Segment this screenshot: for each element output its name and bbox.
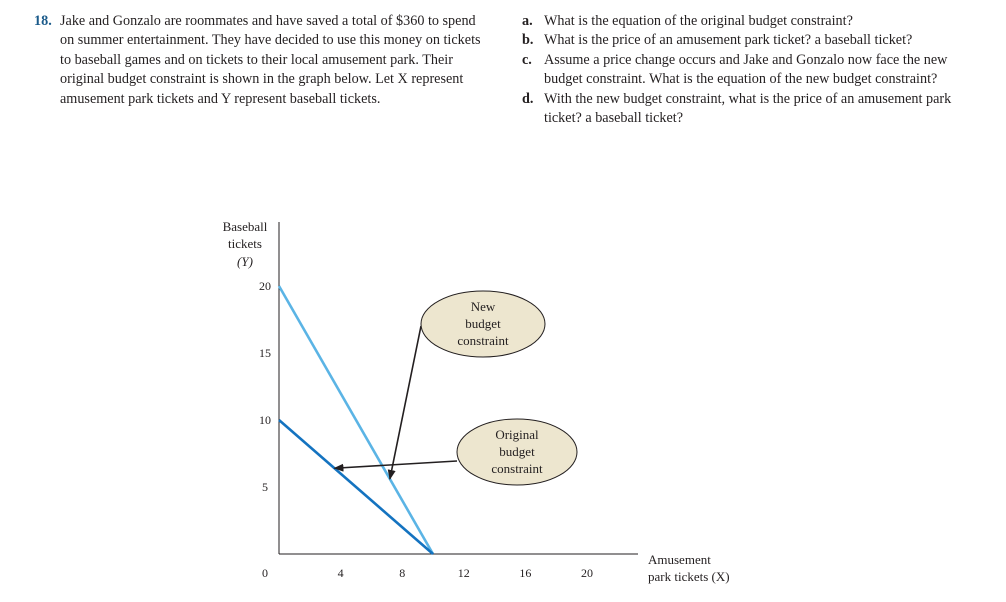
question-text: Jake and Gonzalo are roommates and have saved a total of $360 to spend on summer entertainment. They have decided to use this money on tickets to baseball games and on tickets to their local amusement park. Their original budget constraint is shown in the graph below. Let X represent amusement park tickets and Y represent baseball tickets.	[60, 13, 481, 107]
annotation-label-line: Original	[495, 427, 539, 442]
part-text: What is the equation of the original budget constraint?	[544, 13, 853, 29]
x-tick-label: 16	[519, 566, 532, 580]
part-label: c.	[522, 51, 532, 68]
part-text: Assume a price change occurs and Jake and Gonzalo now face the new budget constraint. What is the equation of the new budget constraint?	[544, 51, 948, 88]
y-tick-label: 15	[259, 346, 271, 360]
annotation-label-line: constraint	[491, 461, 543, 476]
annotation-label-line: budget	[499, 444, 535, 459]
y-tick-label: 10	[259, 413, 271, 427]
part-label: a.	[522, 13, 533, 29]
annotation-arrow	[390, 326, 421, 479]
x-tick-label: 8	[399, 566, 406, 580]
part-label: d.	[522, 90, 534, 107]
x-tick-label: 4	[337, 566, 344, 580]
original-budget-line	[279, 420, 433, 554]
part-text: What is the price of an amusement park ticket? a baseball ticket?	[544, 32, 913, 49]
x-tick-label: 12	[457, 566, 470, 580]
new-budget-line	[279, 286, 433, 554]
origin-tick-label: 0	[262, 566, 268, 580]
annotation-label-line: budget	[465, 316, 501, 331]
y-tick-label: 20	[259, 279, 271, 293]
x-tick-label: 20	[581, 566, 593, 580]
annotation-arrow	[334, 461, 457, 468]
annotation-label-line: New	[470, 299, 496, 314]
part-label: b.	[522, 32, 534, 49]
question-number: 18.	[34, 13, 52, 29]
x-axis-label-line: Amusement	[648, 552, 711, 567]
y-axis-label-line: tickets	[228, 236, 262, 251]
annotation-label-line: constraint	[457, 333, 509, 348]
y-tick-label: 5	[262, 480, 268, 494]
y-axis-label-line: Baseball	[222, 219, 268, 234]
x-axis-label-line: park tickets (X)	[648, 569, 730, 584]
part-text: With the new budget constraint, what is the price of an amusement park ticket? a baseball ticket?	[544, 90, 952, 127]
y-axis-label-line: (Y)	[237, 254, 253, 269]
